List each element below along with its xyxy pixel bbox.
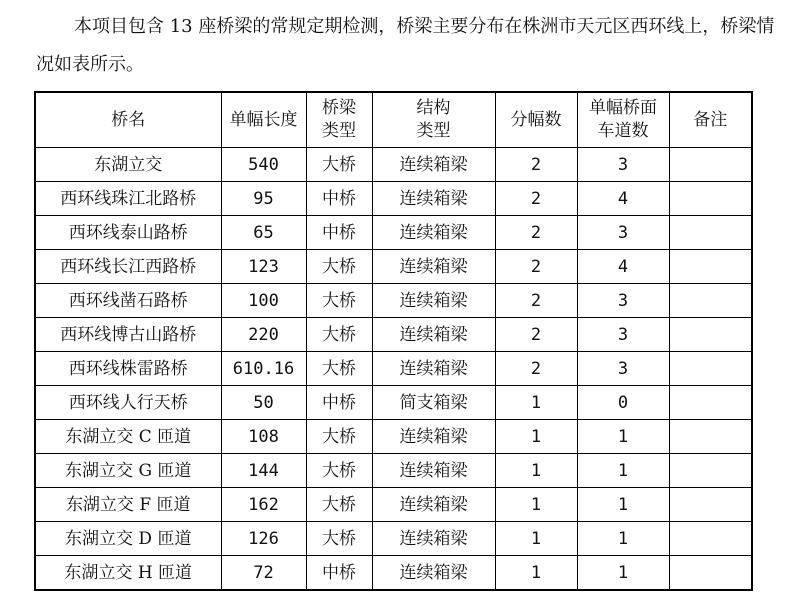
cell-lanes: 3 — [577, 318, 669, 352]
cell-length: 100 — [221, 284, 306, 318]
cell-bridge-type: 中桥 — [306, 556, 372, 591]
cell-structure-type: 连续箱梁 — [372, 454, 495, 488]
cell-bridge-name: 东湖立交 H 匝道 — [35, 556, 221, 591]
cell-note — [669, 556, 752, 591]
cell-structure-type: 连续箱梁 — [372, 556, 495, 591]
header-length-text: 单幅长度 — [229, 109, 298, 130]
cell-structure-type: 连续箱梁 — [372, 522, 495, 556]
cell-bridge-name: 西环线泰山路桥 — [35, 216, 221, 250]
cell-sections: 2 — [495, 284, 577, 318]
table-row — [35, 522, 752, 556]
header-note — [669, 92, 752, 148]
table-row — [35, 420, 752, 454]
table-row — [35, 556, 752, 591]
header-bridge-type-line1: 桥梁 — [322, 98, 356, 118]
bridge-table — [34, 91, 753, 591]
cell-structure-type: 连续箱梁 — [372, 488, 495, 522]
cell-lanes: 1 — [577, 522, 669, 556]
cell-note — [669, 182, 752, 216]
cell-length: 220 — [221, 318, 306, 352]
table-row — [35, 216, 752, 250]
cell-length: 108 — [221, 420, 306, 454]
cell-sections: 1 — [495, 488, 577, 522]
cell-bridge-type: 大桥 — [306, 420, 372, 454]
cell-length: 65 — [221, 216, 306, 250]
cell-note — [669, 488, 752, 522]
cell-sections: 2 — [495, 182, 577, 216]
cell-lanes: 4 — [577, 250, 669, 284]
cell-bridge-type: 大桥 — [306, 148, 372, 182]
cell-note — [669, 148, 752, 182]
cell-structure-type: 连续箱梁 — [372, 352, 495, 386]
cell-bridge-name: 东湖立交 C 匝道 — [35, 420, 221, 454]
cell-lanes: 1 — [577, 454, 669, 488]
cell-lanes: 0 — [577, 386, 669, 420]
header-bridge-name — [35, 92, 221, 148]
header-lanes-line2: 车道数 — [597, 121, 649, 141]
cell-note — [669, 284, 752, 318]
cell-length: 610.16 — [221, 352, 306, 386]
cell-bridge-type: 大桥 — [306, 488, 372, 522]
cell-structure-type: 连续箱梁 — [372, 216, 495, 250]
cell-structure-type: 简支箱梁 — [372, 386, 495, 420]
cell-bridge-type: 大桥 — [306, 522, 372, 556]
cell-note — [669, 318, 752, 352]
cell-bridge-name: 西环线长江西路桥 — [35, 250, 221, 284]
table-row — [35, 318, 752, 352]
cell-lanes: 1 — [577, 556, 669, 591]
cell-length: 72 — [221, 556, 306, 591]
cell-lanes: 1 — [577, 420, 669, 454]
cell-sections: 2 — [495, 250, 577, 284]
cell-sections: 1 — [495, 522, 577, 556]
cell-bridge-name: 东湖立交 F 匝道 — [35, 488, 221, 522]
table-row — [35, 182, 752, 216]
cell-structure-type: 连续箱梁 — [372, 318, 495, 352]
cell-lanes: 3 — [577, 284, 669, 318]
cell-structure-type: 连续箱梁 — [372, 148, 495, 182]
cell-length: 126 — [221, 522, 306, 556]
cell-note — [669, 216, 752, 250]
cell-bridge-name: 西环线珠江北路桥 — [35, 182, 221, 216]
cell-sections: 1 — [495, 556, 577, 591]
cell-structure-type: 连续箱梁 — [372, 420, 495, 454]
cell-length: 50 — [221, 386, 306, 420]
cell-bridge-name: 东湖立交 D 匝道 — [35, 522, 221, 556]
cell-sections: 2 — [495, 216, 577, 250]
cell-bridge-name: 西环线株雷路桥 — [35, 352, 221, 386]
cell-sections: 2 — [495, 352, 577, 386]
header-lanes — [577, 92, 669, 148]
cell-length: 144 — [221, 454, 306, 488]
header-lanes-line1: 单幅桥面 — [589, 98, 657, 118]
cell-bridge-type: 大桥 — [306, 250, 372, 284]
cell-structure-type: 连续箱梁 — [372, 250, 495, 284]
cell-lanes: 3 — [577, 352, 669, 386]
cell-bridge-type: 大桥 — [306, 318, 372, 352]
cell-bridge-type: 中桥 — [306, 216, 372, 250]
table-row — [35, 454, 752, 488]
cell-lanes: 4 — [577, 182, 669, 216]
header-bridge-type-line2: 类型 — [322, 121, 356, 141]
header-structure-type-line2: 类型 — [416, 121, 451, 141]
cell-sections: 1 — [495, 420, 577, 454]
cell-bridge-name: 东湖立交 G 匝道 — [35, 454, 221, 488]
cell-structure-type: 连续箱梁 — [372, 284, 495, 318]
cell-lanes: 3 — [577, 216, 669, 250]
cell-length: 95 — [221, 182, 306, 216]
cell-lanes: 3 — [577, 148, 669, 182]
cell-note — [669, 386, 752, 420]
cell-sections: 2 — [495, 148, 577, 182]
intro-paragraph: 本项目包含 13 座桥梁的常规定期检测，桥梁主要分布在株洲市天元区西环线上，桥梁情况如表所示。 — [36, 16, 775, 75]
cell-note — [669, 250, 752, 284]
cell-sections: 1 — [495, 454, 577, 488]
table-row — [35, 148, 752, 182]
header-length — [221, 92, 306, 148]
cell-note — [669, 352, 752, 386]
cell-bridge-name: 东湖立交 — [35, 148, 221, 182]
table-row — [35, 284, 752, 318]
cell-sections: 1 — [495, 386, 577, 420]
cell-bridge-type: 中桥 — [306, 182, 372, 216]
table-row — [35, 386, 752, 420]
cell-length: 123 — [221, 250, 306, 284]
header-sections — [495, 92, 577, 148]
cell-length: 162 — [221, 488, 306, 522]
cell-bridge-name: 西环线博古山路桥 — [35, 318, 221, 352]
cell-bridge-name: 西环线凿石路桥 — [35, 284, 221, 318]
cell-bridge-type: 中桥 — [306, 386, 372, 420]
cell-note — [669, 522, 752, 556]
header-note-text: 备注 — [693, 109, 728, 130]
table-row — [35, 250, 752, 284]
cell-note — [669, 454, 752, 488]
cell-bridge-type: 大桥 — [306, 352, 372, 386]
table-header-row — [35, 92, 752, 148]
table-row — [35, 488, 752, 522]
header-bridge-type — [306, 92, 372, 148]
cell-length: 540 — [221, 148, 306, 182]
cell-structure-type: 连续箱梁 — [372, 182, 495, 216]
cell-bridge-type: 大桥 — [306, 454, 372, 488]
cell-bridge-name: 西环线人行天桥 — [35, 386, 221, 420]
cell-bridge-type: 大桥 — [306, 284, 372, 318]
table-row — [35, 352, 752, 386]
cell-sections: 2 — [495, 318, 577, 352]
cell-note — [669, 420, 752, 454]
header-bridge-name-text: 桥名 — [111, 109, 146, 130]
header-structure-type — [372, 92, 495, 148]
cell-lanes: 1 — [577, 488, 669, 522]
header-structure-type-line1: 结构 — [416, 98, 451, 118]
header-sections-text: 分幅数 — [510, 109, 562, 130]
